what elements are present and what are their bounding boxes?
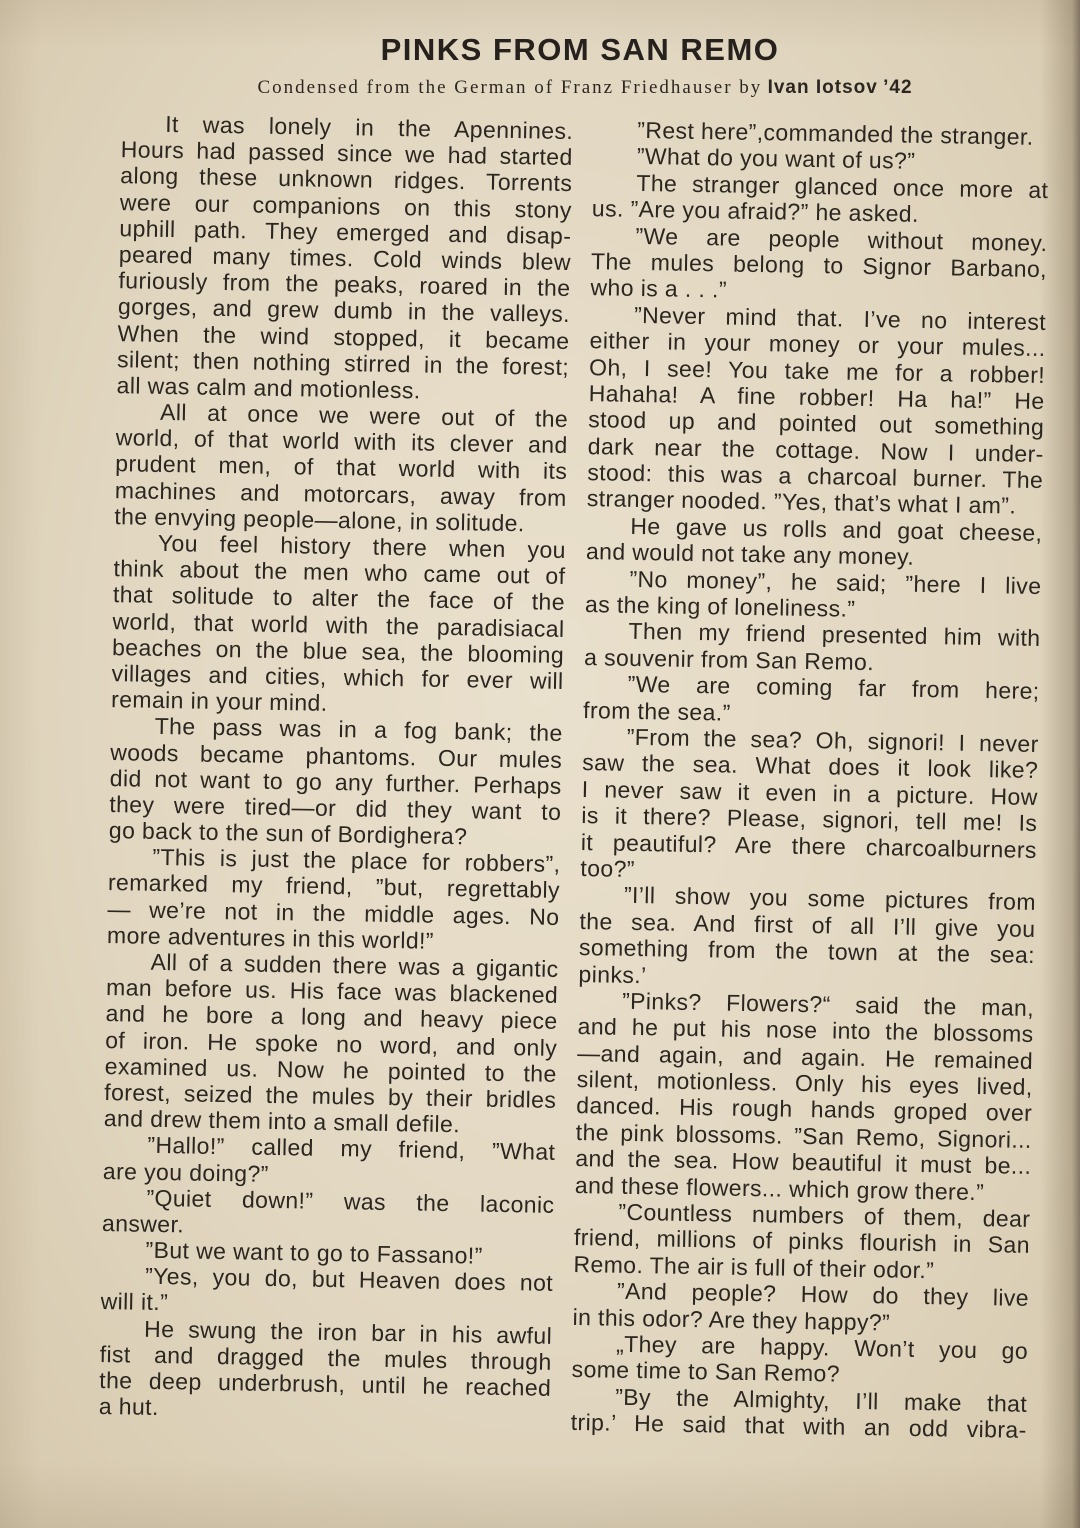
text-line: all was calm and motionless. [116,371,421,404]
paragraph [116,110,573,406]
text-line: ”Hallo!” called my friend, ”What [147,1132,556,1166]
article-title: PINKS FROM SAN REMO [380,32,780,67]
text-line: ”This is just the place for robbers”, [152,844,561,878]
text-line: ”We are coming far from here; [627,671,1040,705]
text-line: He swung the iron bar in his awful [143,1315,553,1349]
text-line: world, of that world with its clever and [115,424,568,459]
text-line: the sea. And first of all I’ll give you [579,907,1036,942]
text-line: I never saw it even in a picture. How [581,775,1038,810]
text-line: trip.’ He said that with an odd vibra- [570,1409,1027,1444]
text-line: ”Never mind that. I’ve no interest [633,301,1047,335]
paragraph [114,398,568,537]
text-line: and the sea. How beautiful it must be... [575,1145,1032,1180]
text-line: ”No money”, he said; ”here I live [629,565,1042,599]
text-line: silent, motionless. Only his eyes lived, [576,1066,1033,1100]
text-line: answer. [101,1209,185,1238]
text-line: fist and dragged the mules through [99,1340,552,1375]
text-line: along these unknown ridges. Torrents [120,162,573,197]
paragraph [578,881,1036,995]
text-line: ”But we want to go to Fassano!” [145,1236,483,1269]
text-line: did not want to go any further. Perhaps [109,764,562,799]
paragraph [571,1330,1028,1391]
paragraph [592,169,1049,230]
text-line: saw the sea. What does it look like? [582,749,1039,784]
text-line: — we’re not in the middle ages. No [107,895,560,930]
text-line: It was lonely in the Apennines. [164,110,574,145]
paragraph [573,1198,1030,1285]
left-column [99,110,574,1427]
paragraph [583,670,1040,731]
text-line: stood: this was a charcoal burner. The [587,459,1044,494]
text-line: ”Rest here”,commanded the stranger. [637,116,1034,150]
text-line: ”From the sea? Oh, signori! I never [626,723,1039,757]
text-line: The mules belong to Signor Barbano, [590,248,1048,283]
paragraph [104,948,559,1139]
text-line: Then my friend presented him with [628,618,1041,652]
text-line: that solitude to alter the face of the [112,581,566,616]
text-line: as the king of loneliness.” [584,591,856,622]
text-line: they were tired—or did they want to [109,790,562,825]
text-line: woods became phantoms. Our mules [110,738,563,773]
text-line: Remo. The air is full of their odor.” [573,1250,935,1284]
text-line: think about the men who came out of [113,555,566,590]
text-line: stranger nooded. ”Yes, that’s what I am”. [586,485,1017,520]
text-line: When the wind stopped, it became [117,319,570,354]
text-line: pinks.’ [578,960,647,988]
text-line: and these flowers... which grow there.” [574,1171,985,1205]
text-line: is it there? Please, signori, tell me! Is [581,802,1038,837]
paragraph [584,617,1041,678]
text-line: forest, seized the mules by their bridles [104,1078,557,1113]
text-line: You feel history there when you [157,529,567,563]
paragraph [586,512,1043,573]
text-line: ”Quiet down!” was the laconic [146,1184,555,1218]
text-line: ”I’ll show you some pictures from [623,882,1037,916]
text-line: man before us. His face was blackened [105,974,559,1009]
text-line: ”Yes, you do, but Heaven does not [144,1262,554,1297]
text-line: some time to San Remo? [571,1356,841,1387]
text-line: Hours had passed since we had started [120,136,573,171]
text-line: villages and cities, which for ever will [111,660,564,694]
text-line: gorges, and grew dumb in the valleys. [117,293,571,328]
text-line: examined us. Now he pointed to the [104,1052,557,1087]
text-line: prudent men, of that world with its [115,450,568,485]
text-line: in this odor? Are they happy?” [572,1303,891,1336]
text-line: furiously from the peaks, roared in the [118,267,571,302]
text-line: dark near the cottage. Now I under- [587,432,1044,467]
text-line: ”We are people without money. [635,222,1048,256]
right-column [571,116,1050,1443]
text-line: were our companions on this stony [119,188,573,223]
text-line: and he put his nose into the blossoms [577,1013,1034,1048]
text-line: it peautiful? Are there charcoalburners [580,828,1038,863]
text-line: The stranger glanced once more at [636,169,1049,203]
text-line: remain in your mind. [110,686,328,716]
text-line: ”Countless numbers of them, dear [618,1198,1031,1232]
text-line: are you doing?” [102,1157,269,1187]
paragraph [111,529,566,720]
text-line: friend, millions of pinks flourish in San [573,1224,1031,1259]
text-line: machines and motorcars, away from [114,476,567,511]
text-line: ”Pinks? Flowers?“ said the man, [621,987,1035,1021]
text-line: peared many times. Cold winds blew [118,241,572,275]
text-line: too?” [580,854,636,882]
text-line: a hut. [98,1393,160,1421]
text-line: from the sea.” [582,696,731,726]
paragraph [109,712,563,851]
text-line: He gave us rolls and goat cheese, [630,512,1043,546]
text-line: something from the town at the sea: [578,934,1036,969]
text-line: remarked my friend, ”but, regrettably [107,869,561,904]
byline-prefix: Condensed from the German of Franz Friedhauser by [257,77,763,98]
paragraph [99,1315,553,1428]
text-line: the deep underbrush, until he reached [99,1366,552,1401]
byline [200,76,970,100]
text-line: „They are happy. Won’t you go [615,1330,1029,1364]
byline-author: Ivan Iotsov [767,77,878,98]
text-line: and drew them into a small defile. [103,1105,461,1138]
text-line: Hahaha! A fine robber! Ha ha!” He [588,379,1045,414]
paragraph [100,1262,553,1322]
text-line: and would not take any money. [585,538,915,571]
paragraph [571,1383,1028,1444]
paragraph [587,301,1047,520]
text-line: and he bore a long and heavy piece [105,1000,558,1035]
text-line: who is a . . .” [590,274,728,303]
text-line: will it.” [100,1288,169,1316]
text-line: All of a sudden there was a gigantic [150,948,559,982]
text-line: beaches on the blue sea, the blooming [111,633,565,668]
paragraph [103,1131,556,1191]
text-line: All at once we were out of the [159,398,569,433]
paragraph [590,222,1047,309]
text-line: The pass was in a fog bank; the [154,713,563,747]
paragraph [580,723,1039,889]
paragraph [102,1184,555,1244]
paragraph [572,1277,1029,1338]
text-line: either in your money or your mules... [589,327,1046,362]
text-line: us. ”Are you afraid?” he asked. [591,195,920,227]
paragraph [575,987,1035,1206]
paragraph [585,565,1042,626]
byline-class-year: ’42 [883,77,913,98]
text-line: the pink blossoms. ”San Remo, Signori... [575,1118,1032,1153]
text-line: a souvenir from San Remo. [583,643,875,675]
text-line: ”By the Almighty, I’ll make that [614,1383,1028,1417]
text-line: danced. His rough hands groped over [576,1092,1033,1127]
text-line: —and again, and again. He remained [576,1039,1034,1074]
text-line: world, that world with the paradisiacal [112,607,565,642]
text-line: of iron. He spoke no word, and only [105,1026,558,1061]
text-line: silent; then nothing stirred in the forest; [116,345,570,380]
text-line: ”What do you want of us?” [636,143,916,175]
text-line: Oh, I see! You take me for a robber! [588,353,1046,388]
text-line: go back to the sun of Bordighera? [108,817,468,850]
text-line: stood up and pointed out something [588,406,1045,441]
text-line: ”And people? How do they live [616,1277,1030,1312]
text-line: more adventures in this world!” [106,921,435,954]
text-line: uphill path. They emerged and disap- [119,214,572,249]
paragraph [107,843,561,956]
text-line: the envying people—alone, in solitude. [114,502,525,537]
